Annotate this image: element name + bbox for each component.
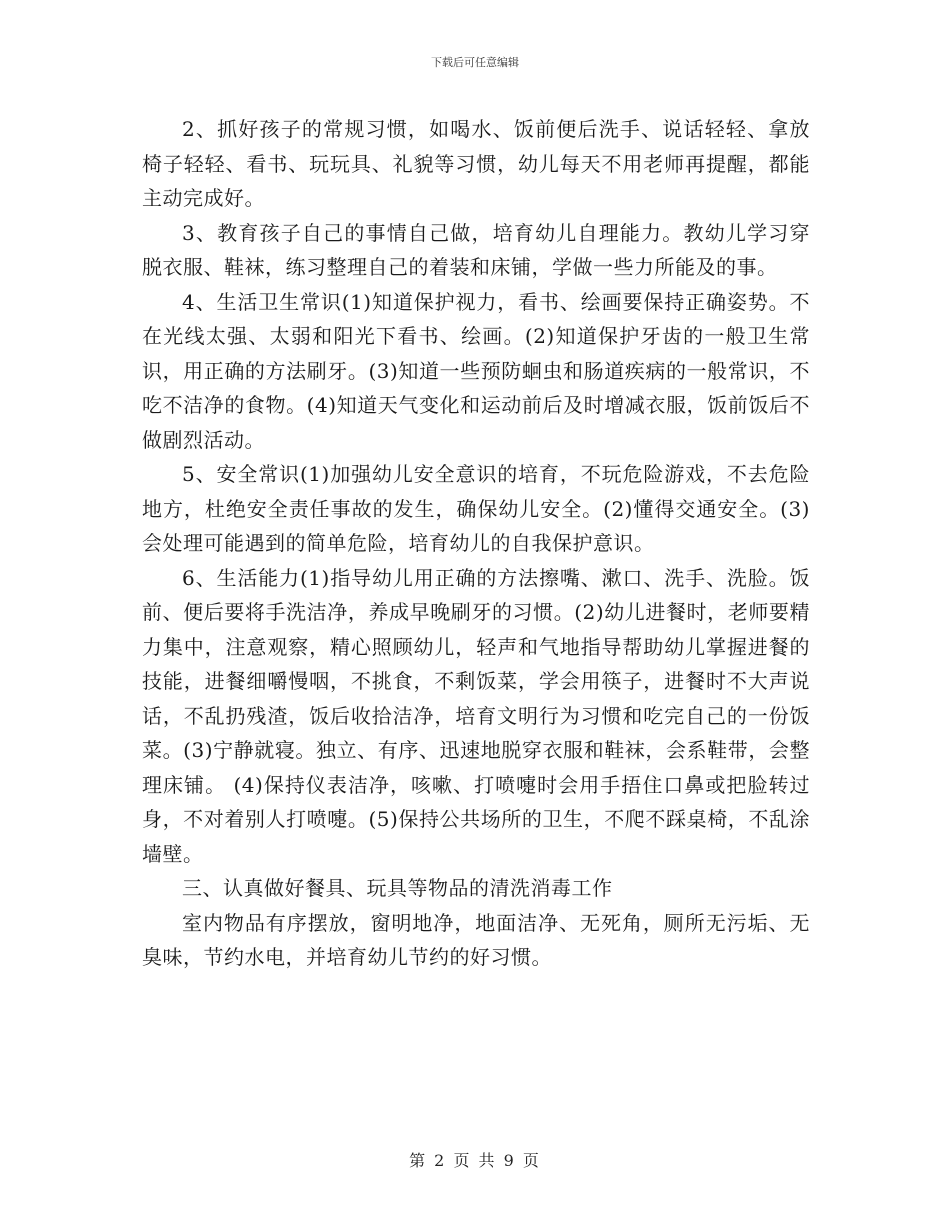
section-heading-disinfection: 三、认真做好餐具、玩具等物品的清洗消毒工作: [182, 876, 613, 900]
paragraph-safety-knowledge: 5、安全常识(1)加强幼儿安全意识的培育，不玩危险游戏，不去危险地方，杜绝安全责任事故的发生，确保幼儿安全。(2)懂得交通安全。(3)会处理可能遇到的简单危险，培育幼儿的自我保护意识。: [142, 462, 810, 555]
page-header-note: 下载后可任意编辑: [431, 56, 519, 69]
page-number-footer: 第 2 页 共 9 页: [409, 1151, 541, 1170]
paragraph-indoor-order: 室内物品有序摆放，窗明地净，地面洁净、无死角，厕所无污垢、无臭味，节约水电，并培育幼儿节约的好习惯。: [142, 910, 810, 969]
document-body: [142, 112, 810, 975]
paragraph-self-care: 3、教育孩子自己的事情自己做，培育幼儿自理能力。教幼儿学习穿脱衣服、鞋袜，练习整理自己的着装和床铺，学做一些力所能及的事。: [142, 220, 810, 279]
paragraph-routine-habits: 2、抓好孩子的常规习惯，如喝水、饭前便后洗手、说话轻轻、拿放椅子轻轻、看书、玩玩具、礼貌等习惯，幼儿每天不用老师再提醒，都能主动完成好。: [142, 117, 810, 210]
paragraph-hygiene-knowledge: 4、生活卫生常识(1)知道保护视力，看书、绘画要保持正确姿势。不在光线太强、太弱和阳光下看书、绘画。(2)知道保护牙齿的一般卫生常识，用正确的方法刷牙。(3)知道一些预防蛔虫和肠道疾病的一般常识，不吃不洁净的食物。(4)知道天气变化和运动前后及时增减衣服，饭前饭后不做剧烈活动。: [142, 289, 810, 452]
paragraph-life-skills: 6、生活能力(1)指导幼儿用正确的方法擦嘴、漱口、洗手、洗脸。饭前、便后要将手洗洁净，养成早晚刷牙的习惯。(2)幼儿进餐时，老师要精力集中，注意观察，精心照顾幼儿，轻声和气地指导帮助幼儿掌握进餐的技能，进餐细嚼慢咽，不挑食，不剩饭菜，学会用筷子，进餐时不大声说话，不乱扔残渣，饭后收拾洁净，培育文明行为习惯和吃完自己的一份饭菜。(3)宁静就寝。独立、有序、迅速地脱穿衣服和鞋袜，会系鞋带，会整理床铺。 (4)保持仪表洁净，咳嗽、打喷嚏时会用手捂住口鼻或把脸转过身，不对着别人打喷嚏。(5)保持公共场所的卫生，不爬不踩桌椅，不乱涂墙壁。: [142, 565, 810, 866]
